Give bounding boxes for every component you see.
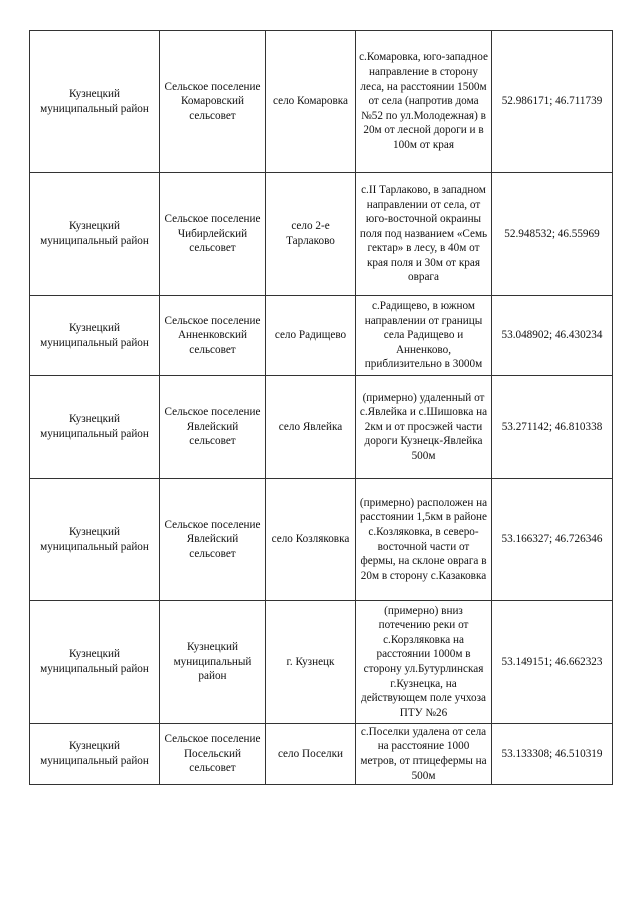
village-cell: село Радищево bbox=[266, 296, 356, 376]
village-cell: село Комаровка bbox=[266, 31, 356, 173]
table-row bbox=[30, 376, 613, 479]
settlement-cell: Сельское поселение Явлейский сельсовет bbox=[160, 376, 266, 479]
village-cell: село 2-е Тарлаково bbox=[266, 173, 356, 296]
village-cell: село Поселки bbox=[266, 724, 356, 785]
settlement-cell: Кузнецкий муниципальный район bbox=[160, 601, 266, 724]
district-cell: Кузнецкий муниципальный район bbox=[30, 479, 160, 601]
district-cell: Кузнецкий муниципальный район bbox=[30, 31, 160, 173]
district-cell: Кузнецкий муниципальный район bbox=[30, 173, 160, 296]
location-cell: с.Радищево, в южном направлении от границы села Радищево и Анненково, приблизительно в 3000м bbox=[356, 296, 492, 376]
district-cell: Кузнецкий муниципальный район bbox=[30, 601, 160, 724]
coordinates-cell: 53.048902; 46.430234 bbox=[492, 296, 613, 376]
table-row bbox=[30, 31, 613, 173]
coordinates-cell: 52.986171; 46.711739 bbox=[492, 31, 613, 173]
district-cell: Кузнецкий муниципальный район bbox=[30, 724, 160, 785]
coordinates-cell: 53.149151; 46.662323 bbox=[492, 601, 613, 724]
table-row bbox=[30, 173, 613, 296]
district-cell: Кузнецкий муниципальный район bbox=[30, 376, 160, 479]
settlement-cell: Сельское поселение Посельский сельсовет bbox=[160, 724, 266, 785]
district-cell: Кузнецкий муниципальный район bbox=[30, 296, 160, 376]
village-cell: г. Кузнецк bbox=[266, 601, 356, 724]
location-cell: с.II Тарлаково, в западном направлении от села, от юго-восточной окраины поля под названием «Семь гектар» в лесу, в 40м от края поля и 30м от края оврага bbox=[356, 173, 492, 296]
settlement-cell: Сельское поселение Комаровский сельсовет bbox=[160, 31, 266, 173]
village-cell: село Явлейка bbox=[266, 376, 356, 479]
location-cell: с.Поселки удалена от села на расстояние 1000 метров, от птицефермы на 500м bbox=[356, 724, 492, 785]
burial-sites-table bbox=[29, 30, 613, 785]
settlement-cell: Сельское поселение Чибирлейский сельсовет bbox=[160, 173, 266, 296]
location-cell: (примерно) расположен на расстоянии 1,5км в районе с.Козляковка, в северо-восточной части от фермы, на склоне оврага в 20м в сторону с.Казаковка bbox=[356, 479, 492, 601]
table-row bbox=[30, 296, 613, 376]
location-cell: (примерно) вниз потечению реки от с.Корзляковка на расстоянии 1000м в сторону ул.Бутурлинская г.Кузнецка, на действующем поле учхоза ПТУ №26 bbox=[356, 601, 492, 724]
village-cell: село Козляковка bbox=[266, 479, 356, 601]
settlement-cell: Сельское поселение Анненковский сельсовет bbox=[160, 296, 266, 376]
coordinates-cell: 52.948532; 46.55969 bbox=[492, 173, 613, 296]
location-cell: (примерно) удаленный от с.Явлейка и с.Шишовка на 2км и от просэжей части дороги Кузнецк-Явлейка 500м bbox=[356, 376, 492, 479]
location-cell: с.Комаровка, юго-западное направление в сторону леса, на расстоянии 1500м от села (напротив дома №52 по ул.Молодежная) в 20м от лесной дороги и в 100м от края bbox=[356, 31, 492, 173]
coordinates-cell: 53.133308; 46.510319 bbox=[492, 724, 613, 785]
table-row bbox=[30, 601, 613, 724]
table-row bbox=[30, 724, 613, 785]
coordinates-cell: 53.166327; 46.726346 bbox=[492, 479, 613, 601]
settlement-cell: Сельское поселение Явлейский сельсовет bbox=[160, 479, 266, 601]
coordinates-cell: 53.271142; 46.810338 bbox=[492, 376, 613, 479]
table-row bbox=[30, 479, 613, 601]
